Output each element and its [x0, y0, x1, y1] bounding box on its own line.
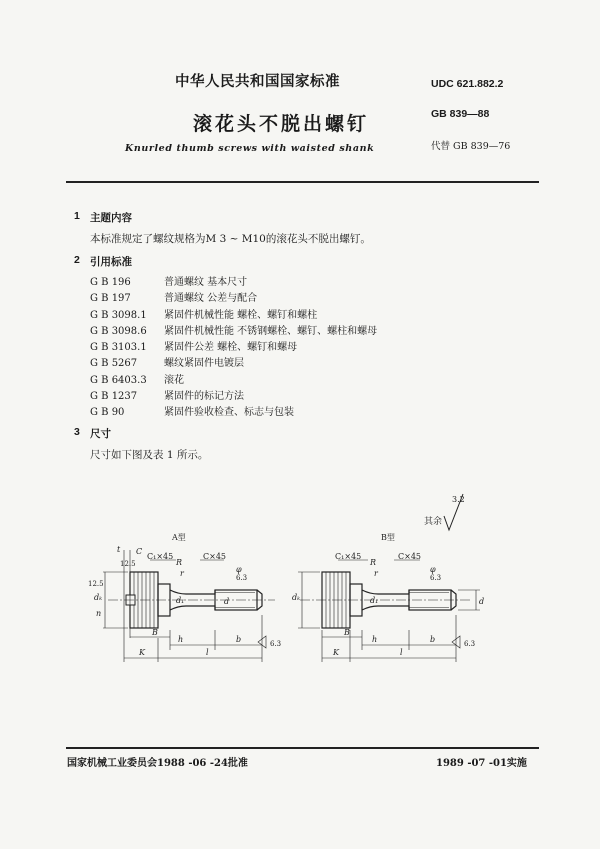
reference-std: G B 1237	[90, 391, 138, 403]
section-3-title: 尺寸	[90, 428, 111, 440]
reference-title: 螺纹紧固件电镀层	[164, 358, 244, 370]
label-c1x45-b: C₁×45	[335, 552, 362, 561]
reference-item	[90, 405, 377, 421]
reference-item	[90, 340, 377, 356]
type-b-screw	[300, 572, 470, 628]
section-2-title: 引用标准	[90, 256, 132, 268]
roughness-63-b: 6.3	[430, 574, 442, 582]
reference-item	[90, 356, 377, 372]
reference-title: 紧固件的标记方法	[164, 391, 244, 403]
reference-std: G B 3098.1	[90, 309, 147, 321]
reference-std: G B 5267	[90, 358, 138, 370]
reference-item	[90, 308, 377, 324]
label-phi-b: φ	[430, 565, 436, 574]
reference-list	[90, 275, 377, 422]
roughness-note: 其余	[424, 517, 443, 527]
label-dk-b: dₖ	[292, 593, 301, 602]
label-c-a: C	[136, 547, 143, 556]
gb-number: GB 839—88	[431, 108, 490, 120]
label-K-a: K	[139, 648, 145, 657]
roughness-63-a: 6.3	[236, 574, 248, 582]
roughness-63-b-bottom: 6.3	[464, 640, 476, 648]
reference-item	[90, 373, 377, 389]
label-d1-a: d₁	[176, 596, 185, 605]
reference-title: 普通螺纹 基本尺寸	[164, 277, 248, 288]
label-K-b: K	[333, 648, 339, 657]
replaces-note: 代替 GB 839—76	[431, 141, 511, 152]
reference-item	[90, 389, 377, 405]
reference-item	[90, 324, 377, 340]
type-a-screw	[108, 572, 275, 628]
reference-title: 紧固件公差 螺栓、螺钉和螺母	[164, 342, 298, 354]
label-B-a: B	[152, 628, 158, 637]
label-b-a: b	[236, 635, 242, 644]
label-h-b: h	[372, 635, 378, 644]
section-1-title: 主题内容	[90, 212, 132, 224]
effective-date: 1989 -07 -01实施	[436, 758, 527, 769]
header-divider	[66, 181, 539, 183]
label-R-a: R	[176, 558, 183, 567]
national-standard-label: 中华人民共和国国家标准	[175, 73, 340, 90]
label-c1x45-a: C₁×45	[147, 552, 174, 561]
section-1-number: 1	[74, 210, 80, 222]
label-d-b: d	[479, 597, 485, 606]
reference-title: 紧固件机械性能 螺栓、螺钉和螺柱	[164, 309, 318, 321]
reference-std: G B 3098.6	[90, 325, 147, 337]
roughness-63-a-bottom: 6.3	[270, 640, 282, 648]
label-cx45-a: C×45	[203, 552, 227, 561]
section-3-body: 尺寸如下图及表 1 所示。	[90, 449, 209, 461]
standard-title-en: Knurled thumb screws with waisted shank	[125, 143, 375, 154]
type-b-label: B型	[381, 533, 395, 542]
reference-std: G B 6403.3	[90, 374, 147, 386]
label-dk-a: dₖ	[94, 593, 103, 602]
label-B-b: B	[344, 628, 350, 637]
section-1-body: 本标准规定了螺纹规格为M 3 ~ M10的滚花头不脱出螺钉。	[90, 233, 371, 245]
reference-std: G B 196	[90, 277, 131, 288]
label-r-b: r	[374, 569, 378, 578]
approval-date: 国家机械工业委员会1988 -06 -24批准	[67, 758, 248, 769]
footer-divider	[66, 747, 539, 749]
label-b-b: b	[430, 635, 436, 644]
label-d1-b: d₁	[370, 596, 379, 605]
label-phi-a: φ	[236, 565, 242, 574]
label-cx45-b: C×45	[398, 552, 422, 561]
roughness-a-side: 12.5	[88, 580, 104, 588]
reference-item	[90, 275, 377, 291]
reference-std: G B 90	[90, 407, 125, 419]
label-t-a: t	[117, 545, 121, 554]
label-l-b: l	[400, 648, 403, 657]
label-r-a: r	[180, 569, 184, 578]
reference-title: 紧固件验收检查、标志与包装	[164, 407, 294, 419]
label-l-a: l	[206, 648, 209, 657]
roughness-a-top: 12.5	[120, 560, 136, 568]
reference-std: G B 3103.1	[90, 342, 147, 354]
label-n-a: n	[96, 609, 102, 618]
udc-number: UDC 621.882.2	[431, 78, 504, 90]
reference-std: G B 197	[90, 293, 131, 305]
roughness-value: 3.2	[452, 495, 465, 504]
type-a-label: A型	[172, 533, 186, 542]
section-2-number: 2	[74, 254, 80, 266]
standard-title-cn: 滚花头不脱出螺钉	[193, 113, 370, 135]
label-R-b: R	[370, 558, 377, 567]
reference-title: 普通螺纹 公差与配合	[164, 293, 258, 305]
reference-item	[90, 291, 377, 307]
reference-title: 紧固件机械性能 不锈钢螺栓、螺钉、螺柱和螺母	[164, 325, 378, 337]
label-h-a: h	[178, 635, 184, 644]
screw-drawing	[0, 490, 600, 680]
reference-title: 滚花	[164, 374, 184, 386]
label-d-a: d	[224, 597, 230, 606]
section-3-number: 3	[74, 426, 80, 438]
